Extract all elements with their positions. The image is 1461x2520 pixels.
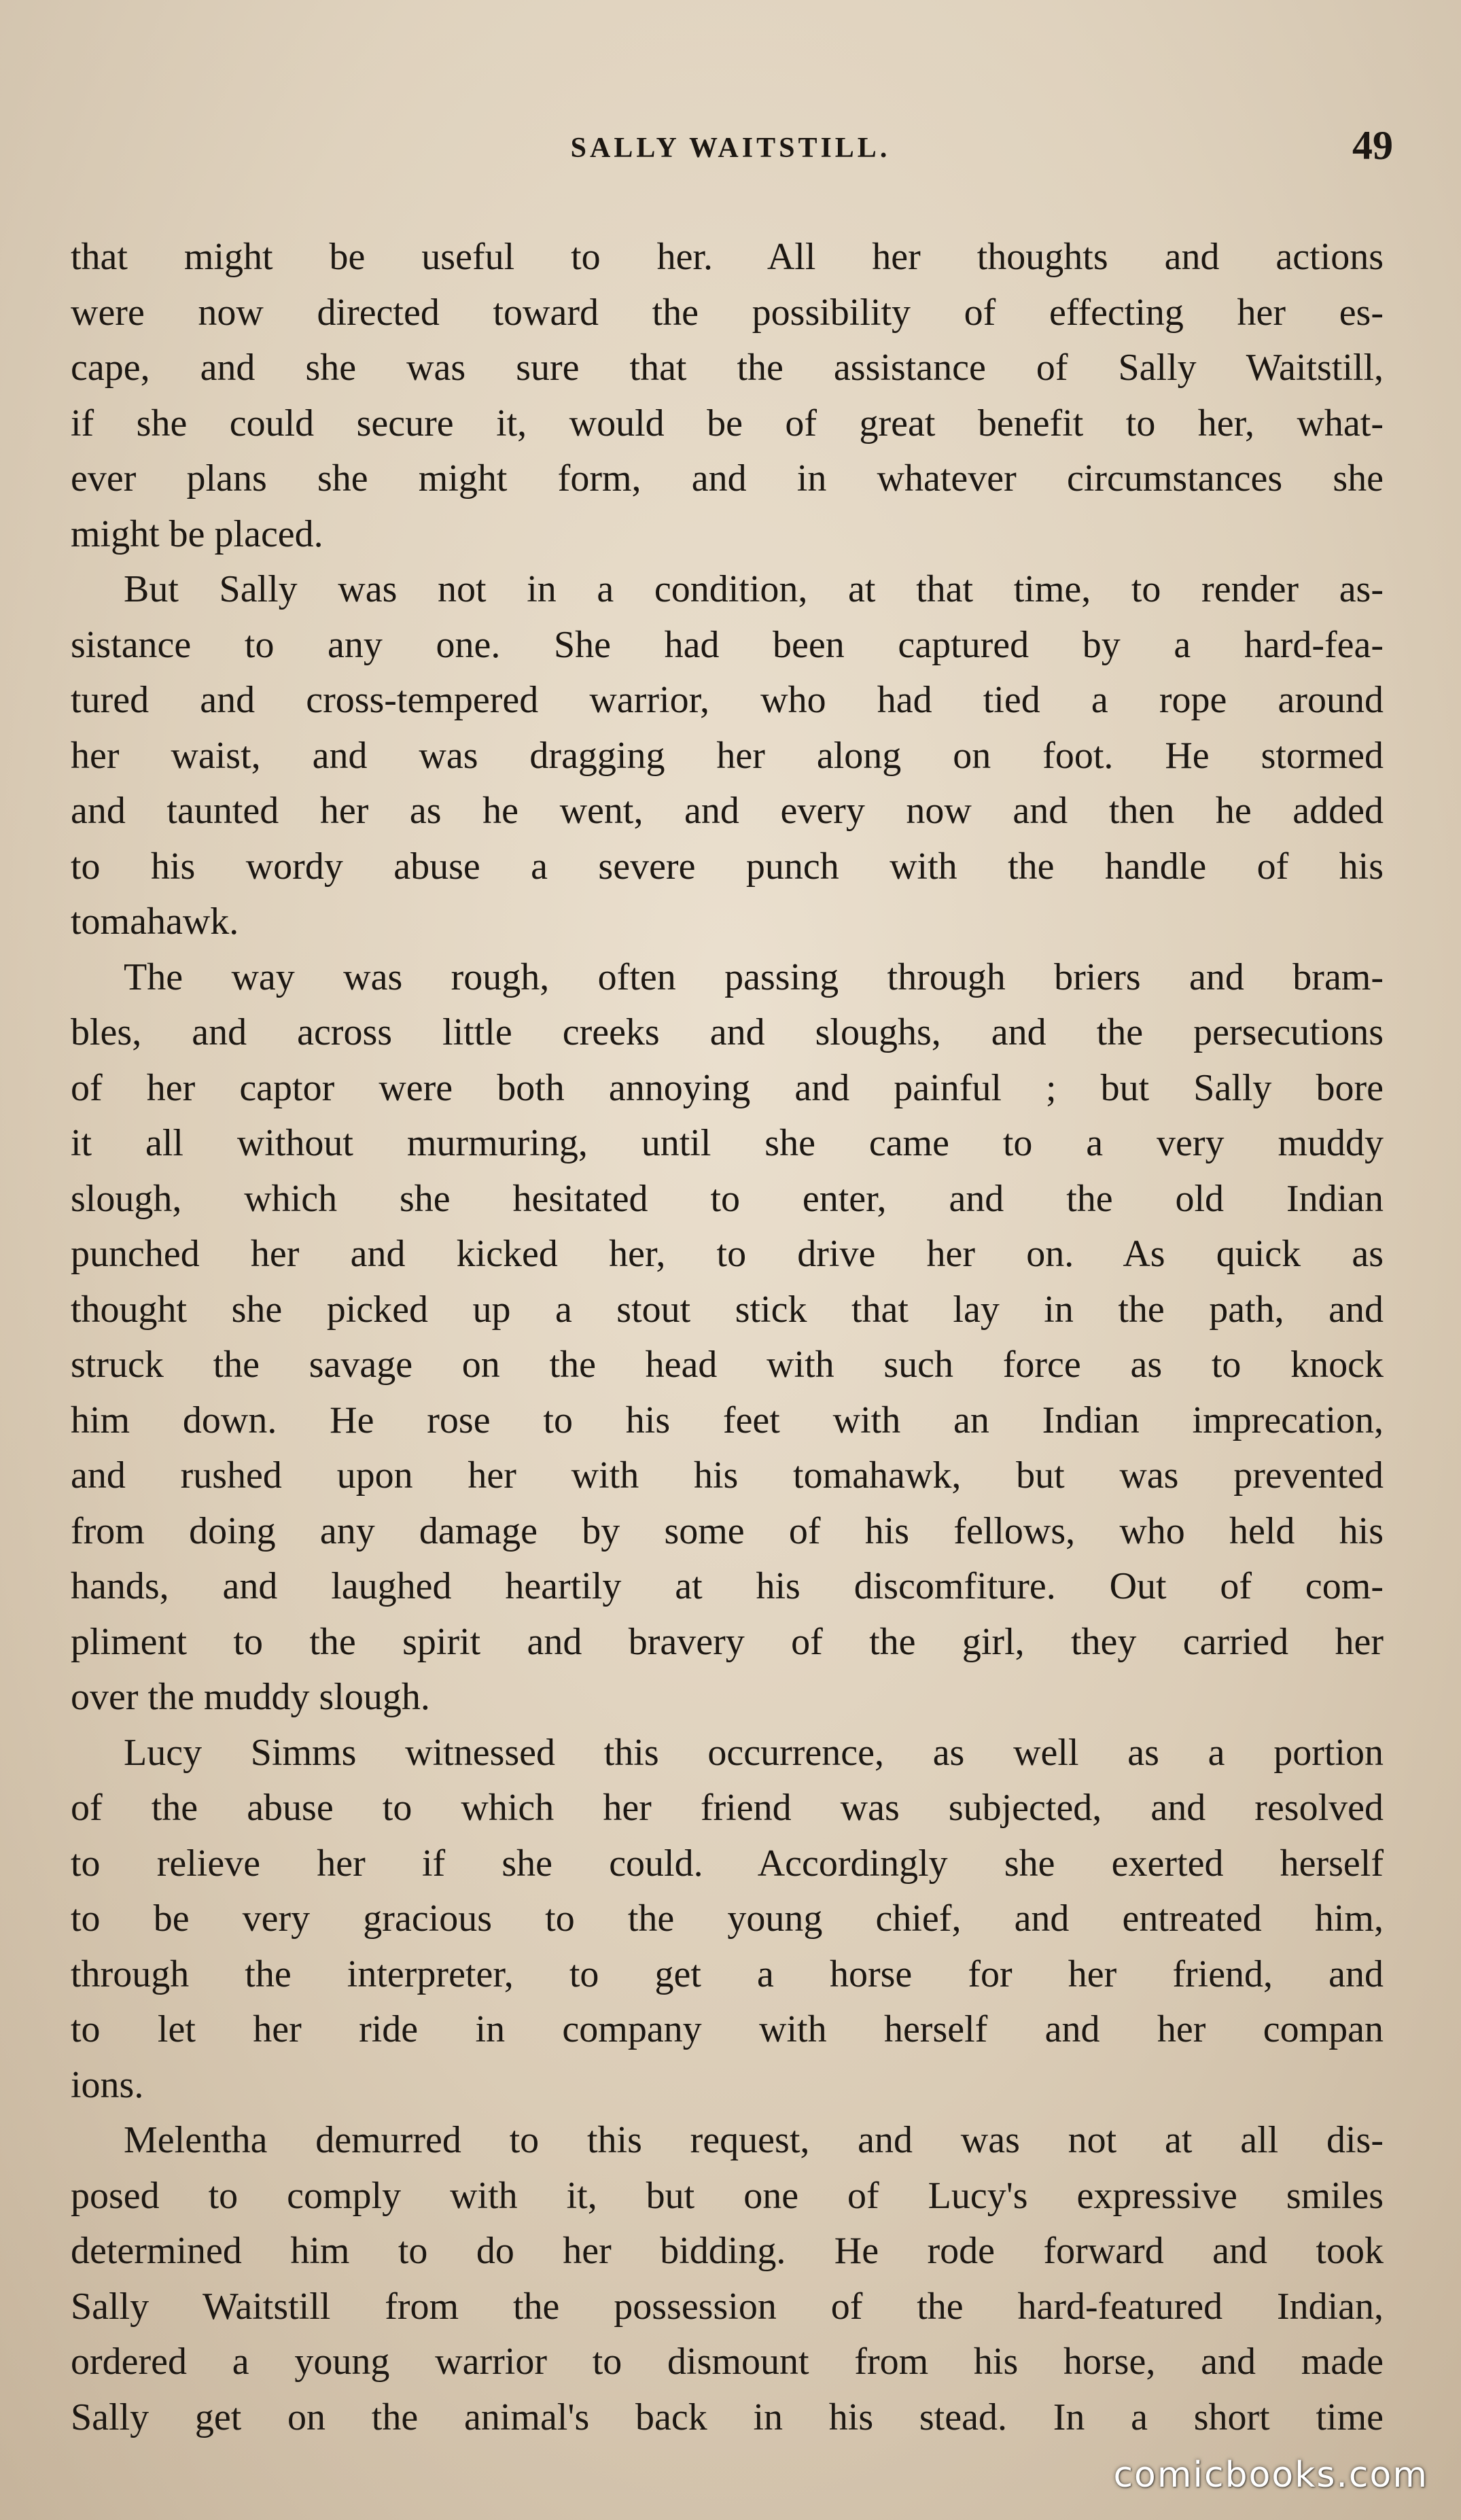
paragraph-start-line: Lucy Simms witnessed this occurrence, as well as a portion — [124, 1731, 1384, 1774]
text-line: posed to comply with it, but one of Lucy's expressive smiles — [71, 2174, 1384, 2217]
page-number: 49 — [1352, 123, 1393, 168]
text-line: determined him to do her bidding. He rode forward and took — [71, 2230, 1384, 2272]
text-line: if she could secure it, would be of great benefit to her, what- — [71, 402, 1384, 444]
text-line: through the interpreter, to get a horse for her friend, and — [71, 1953, 1384, 1995]
text-line: to let her ride in company with herself and her compan — [71, 2008, 1384, 2050]
text-line: to relieve her if she could. Accordingly she exerted herself — [71, 1842, 1384, 1885]
paragraph-start-line: The way was rough, often passing through briers and bram- — [124, 956, 1384, 998]
text-line: tomahawk. — [71, 900, 239, 943]
text-line: ever plans she might form, and in whatever circumstances she — [71, 457, 1384, 500]
text-line: to be very gracious to the young chief, and entreated him, — [71, 1897, 1384, 1940]
paragraph-start-line: Melentha demurred to this request, and was not at all dis- — [124, 2119, 1384, 2161]
text-line: sistance to any one. She had been captured by a hard-fea- — [71, 623, 1384, 666]
body-text — [71, 230, 1384, 2445]
text-line: to his wordy abuse a severe punch with the handle of his — [71, 845, 1384, 888]
text-line: that might be useful to her. All her thoughts and actions — [71, 236, 1384, 278]
text-line: slough, which she hesitated to enter, and the old Indian — [71, 1177, 1384, 1220]
text-line: of the abuse to which her friend was subjected, and resolved — [71, 1787, 1384, 1829]
text-line: Sally Waitstill from the possession of the hard-featured Indian, — [71, 2285, 1384, 2328]
text-line: tured and cross-tempered warrior, who had tied a rope around — [71, 679, 1384, 721]
running-head — [68, 122, 1393, 177]
running-title: SALLY WAITSTILL. — [570, 133, 891, 164]
text-line: it all without murmuring, until she came to a very muddy — [71, 1122, 1384, 1164]
text-line: him down. He rose to his feet with an Indian imprecation, — [71, 1399, 1384, 1441]
text-line: might be placed. — [71, 512, 323, 555]
text-line: cape, and she was sure that the assistance of Sally Waitstill, — [71, 347, 1384, 389]
text-line: Sally get on the animal's back in his stead. In a short time — [71, 2396, 1384, 2438]
text-line: her waist, and was dragging her along on foot. He stormed — [71, 734, 1384, 777]
site-watermark: comicbooks.com — [1113, 2455, 1428, 2496]
paragraph-start-line: But Sally was not in a condition, at that time, to render as- — [124, 568, 1384, 610]
text-line: of her captor were both annoying and painful ; but Sally bore — [71, 1066, 1384, 1109]
text-line: bles, and across little creeks and sloughs, and the persecutions — [71, 1011, 1384, 1053]
text-line: struck the savage on the head with such force as to knock — [71, 1344, 1384, 1386]
text-line: from doing any damage by some of his fellows, who held his — [71, 1509, 1384, 1552]
text-line: were now directed toward the possibility of effecting her es- — [71, 291, 1384, 334]
text-line: punched her and kicked her, to drive her on. As quick as — [71, 1233, 1384, 1275]
text-line: ordered a young warrior to dismount from his horse, and made — [71, 2341, 1384, 2383]
text-line: over the muddy slough. — [71, 1676, 430, 1718]
text-line: pliment to the spirit and bravery of the girl, they carried her — [71, 1620, 1384, 1663]
text-line: and taunted her as he went, and every now and then he added — [71, 790, 1384, 832]
text-line: hands, and laughed heartily at his discomfiture. Out of com- — [71, 1565, 1384, 1607]
text-line: ions. — [71, 2063, 144, 2106]
text-line: thought she picked up a stout stick that lay in the path, and — [71, 1288, 1384, 1331]
text-line: and rushed upon her with his tomahawk, but was prevented — [71, 1454, 1384, 1497]
